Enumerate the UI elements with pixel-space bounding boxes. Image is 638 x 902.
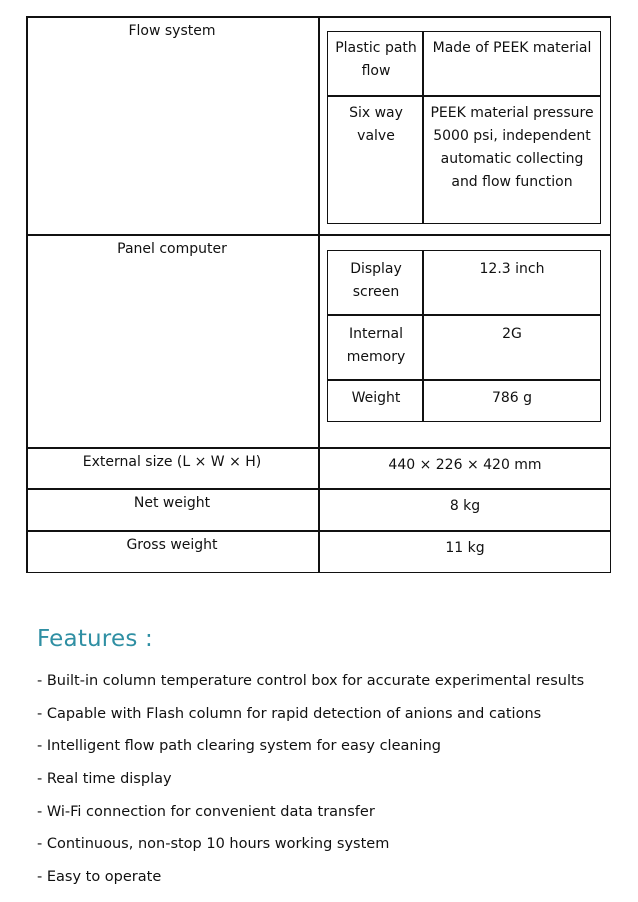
row-divider bbox=[26, 447, 611, 449]
flow-system-subtable bbox=[327, 31, 601, 224]
subtable-row-divider bbox=[328, 314, 600, 316]
net-weight-label: Net weight bbox=[133, 495, 211, 511]
feature-item: - Continuous, non-stop 10 hours working system bbox=[37, 836, 390, 853]
features-heading: Features : bbox=[37, 626, 153, 652]
subtable-key bbox=[328, 37, 424, 83]
key-line: valve bbox=[357, 128, 395, 144]
value-line: PEEK material pressure bbox=[430, 105, 594, 121]
panel-computer-subtable bbox=[327, 250, 601, 422]
flow-system-label: Flow system bbox=[128, 23, 216, 39]
value-line: 12.3 inch bbox=[479, 261, 545, 277]
subtable-value bbox=[424, 258, 600, 281]
row-divider bbox=[26, 234, 611, 236]
subtable-row-divider bbox=[328, 379, 600, 381]
feature-item: - Built-in column temperature control box for accurate experimental results bbox=[37, 673, 585, 689]
subtable-value bbox=[424, 37, 600, 60]
value-line: automatic collecting bbox=[440, 151, 584, 167]
key-line: Internal bbox=[349, 326, 403, 342]
key-line: Display bbox=[350, 261, 402, 277]
value-line: 5000 psi, independent bbox=[433, 128, 591, 144]
panel-computer-label: Panel computer bbox=[117, 241, 227, 257]
key-line: memory bbox=[346, 349, 406, 365]
subtable-value bbox=[424, 323, 600, 346]
external-size-value: 440 × 226 × 420 mm bbox=[388, 457, 542, 473]
subtable-key bbox=[328, 387, 424, 410]
features-list bbox=[37, 668, 584, 897]
gross-weight-label: Gross weight bbox=[126, 537, 218, 553]
net-weight-value: 8 kg bbox=[449, 498, 481, 514]
subtable-value bbox=[424, 102, 600, 194]
gross-weight-value: 11 kg bbox=[445, 540, 485, 556]
subtable-key bbox=[328, 258, 424, 304]
spec-table bbox=[26, 16, 611, 573]
feature-item: - Intelligent flow path clearing system for easy cleaning bbox=[37, 738, 442, 755]
row-divider bbox=[26, 530, 611, 532]
key-line: screen bbox=[352, 284, 400, 300]
key-line: Six way bbox=[349, 105, 403, 121]
external-size-label: External size (L × W × H) bbox=[82, 454, 262, 470]
value-line: 2G bbox=[502, 326, 522, 342]
value-line: 786 g bbox=[491, 390, 533, 406]
feature-item: - Capable with Flash column for rapid detection of anions and cations bbox=[37, 705, 542, 722]
key-line: flow bbox=[361, 63, 391, 79]
feature-item: - Wi-Fi connection for convenient data transfer bbox=[37, 803, 375, 820]
key-line: Plastic path bbox=[335, 40, 417, 56]
feature-item: - Easy to operate bbox=[37, 869, 162, 886]
row-divider bbox=[26, 488, 611, 490]
subtable-key bbox=[328, 102, 424, 148]
feature-item: - Real time display bbox=[37, 771, 172, 788]
subtable-key bbox=[328, 323, 424, 369]
value-line: and flow function bbox=[451, 174, 573, 190]
subtable-row-divider bbox=[328, 95, 600, 97]
subtable-value bbox=[424, 387, 600, 410]
value-line: Made of PEEK material bbox=[432, 40, 592, 56]
key-line: Weight bbox=[351, 390, 401, 406]
